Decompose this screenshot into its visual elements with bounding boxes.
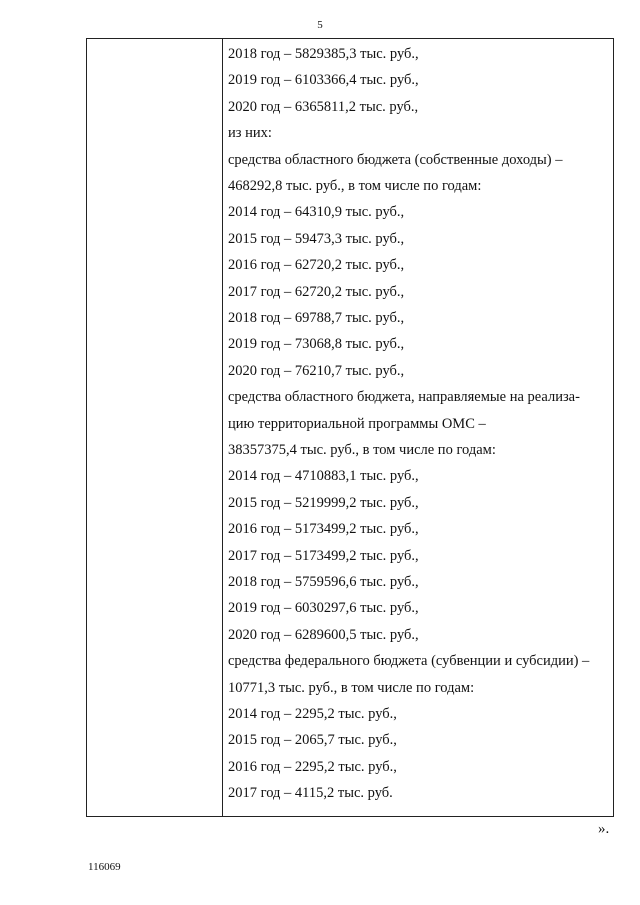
text-line: 2019 год – 6030297,6 тыс. руб., xyxy=(228,600,419,617)
text-line: 10771,3 тыс. руб., в том числе по годам: xyxy=(228,679,475,696)
text-line: 38357375,4 тыс. руб., в том числе по годам: xyxy=(228,442,496,458)
text-line: 2020 год – 6365811,2 тыс. руб., xyxy=(228,98,419,115)
text-line: 2018 год – 5829385,3 тыс. руб., xyxy=(228,46,419,62)
text-line: 2020 год – 76210,7 тыс. руб., xyxy=(228,362,405,379)
text-line: 2018 год – 5759596,6 тыс. руб., xyxy=(228,574,419,590)
text-line: 2014 год – 2295,2 тыс. руб., xyxy=(228,706,397,722)
text-line: средства областного бюджета (собственные доходы) – xyxy=(228,151,563,168)
document-code: 116069 xyxy=(88,861,121,873)
text-line: 2016 год – 5173499,2 тыс. руб., xyxy=(228,521,419,538)
closing-quote-mark: ». xyxy=(598,821,610,837)
table-right-cell xyxy=(223,39,613,816)
text-line: 2020 год – 6289600,5 тыс. руб., xyxy=(228,626,419,643)
text-line: средства областного бюджета, направляемые на реализа- xyxy=(228,389,580,406)
text-line: 2018 год – 69788,7 тыс. руб., xyxy=(228,310,405,326)
text-line: 2017 год – 5173499,2 тыс. руб., xyxy=(228,547,419,564)
text-line: цию территориальной программы ОМС – xyxy=(228,415,486,432)
text-line: 2014 год – 4710883,1 тыс. руб., xyxy=(228,468,419,485)
text-line: 2015 год – 5219999,2 тыс. руб., xyxy=(228,494,419,511)
text-line: 2015 год – 2065,7 тыс. руб., xyxy=(228,732,397,749)
table-left-cell xyxy=(87,39,223,816)
text-line: 2014 год – 64310,9 тыс. руб., xyxy=(228,204,405,221)
text-line: 2017 год – 62720,2 тыс. руб., xyxy=(228,283,405,300)
text-line: 2017 год – 4115,2 тыс. руб. xyxy=(228,785,393,802)
text-line: 2016 год – 2295,2 тыс. руб., xyxy=(228,758,397,775)
text-line: из них: xyxy=(228,125,272,142)
text-line: 2016 год – 62720,2 тыс. руб., xyxy=(228,257,405,274)
text-line: 2015 год – 59473,3 тыс. руб., xyxy=(228,230,405,247)
text-line: 2019 год – 73068,8 тыс. руб., xyxy=(228,336,405,353)
document-table xyxy=(86,38,614,817)
page-number: 5 xyxy=(317,19,323,31)
text-line: 468292,8 тыс. руб., в том числе по годам: xyxy=(228,178,482,194)
text-line: средства федерального бюджета (субвенции и субсидии) – xyxy=(228,653,590,670)
text-line: 2019 год – 6103366,4 тыс. руб., xyxy=(228,72,419,89)
